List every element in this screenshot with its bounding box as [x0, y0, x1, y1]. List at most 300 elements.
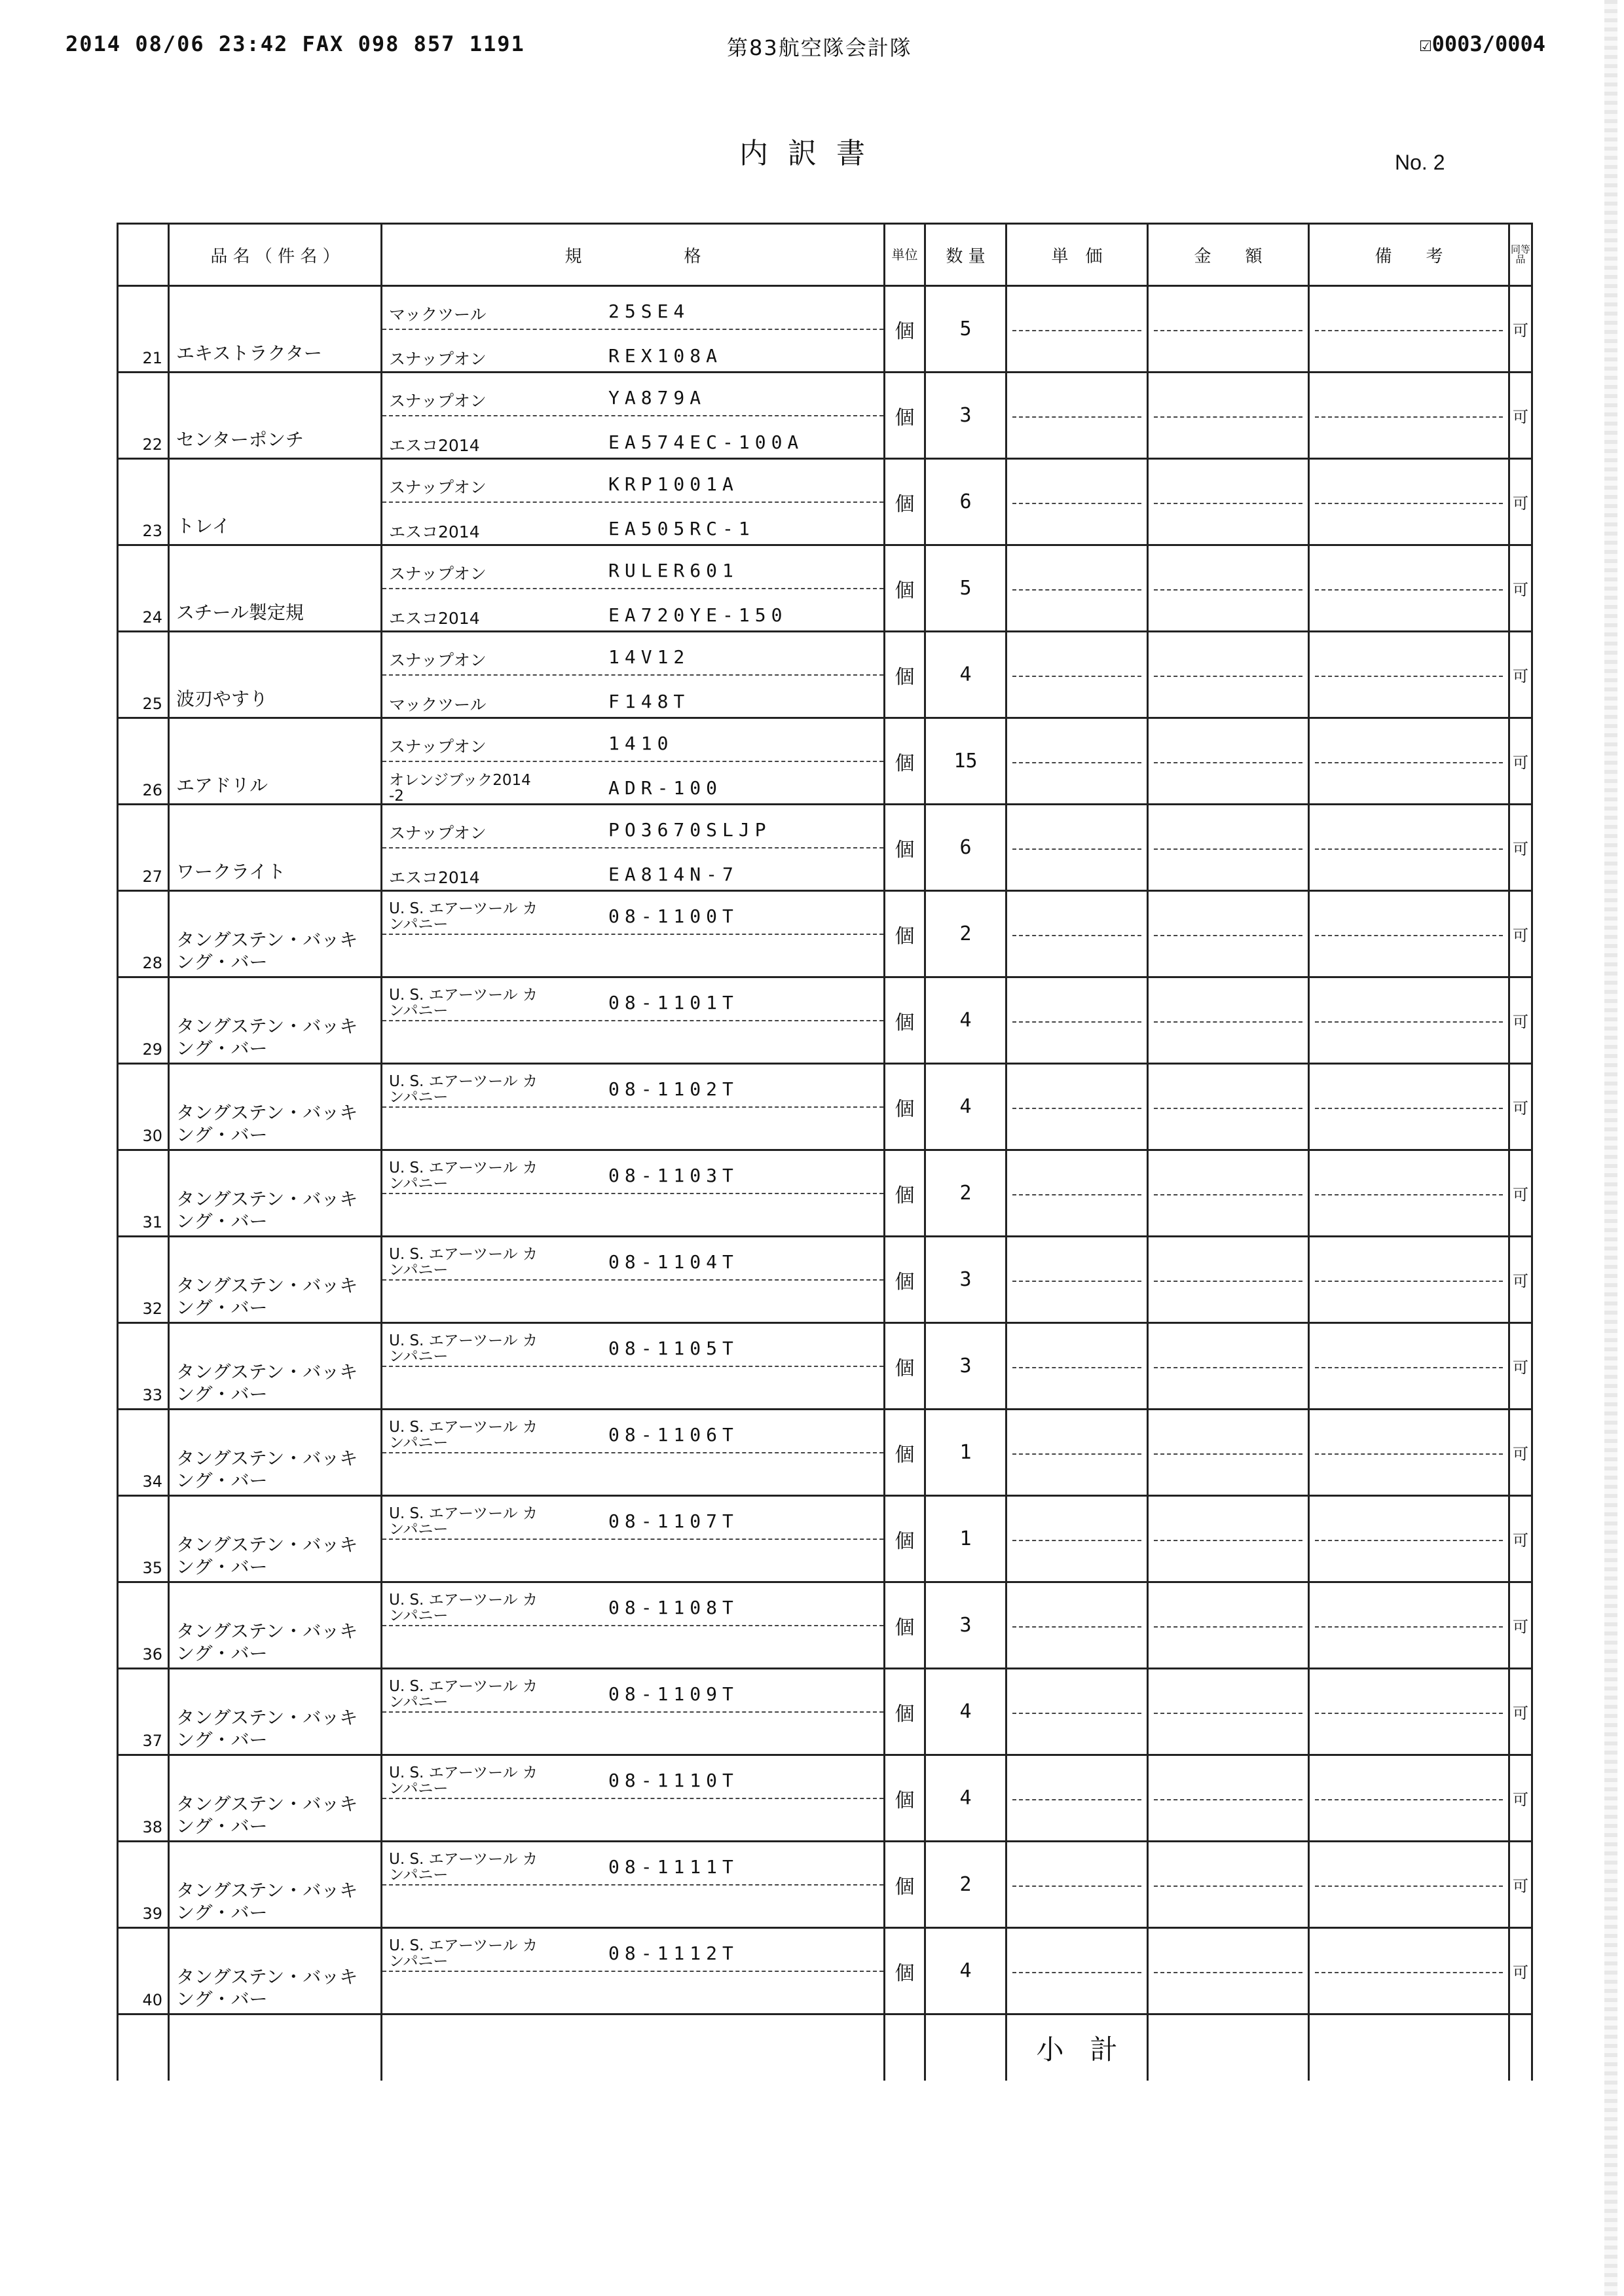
equivalent-cell — [1510, 1237, 1533, 1322]
item-name: タングステン・バッキ ング・バー — [176, 1188, 358, 1232]
row-number-cell — [119, 632, 170, 717]
unit-price-cell — [1007, 1237, 1149, 1322]
blank-entry-line — [1012, 1021, 1141, 1023]
remarks-cell — [1310, 892, 1510, 976]
spec-line-1 — [382, 1497, 883, 1540]
unit-price-cell — [1007, 1497, 1149, 1581]
spec-maker: U. S. エアーツール カ ンパニー — [389, 1505, 538, 1538]
blank-entry-line — [1154, 1281, 1302, 1282]
unit-value: 個 — [895, 492, 915, 516]
fax-header — [65, 31, 1545, 64]
quantity-value: 5 — [959, 318, 972, 340]
spec-model-number: PO3670SLJP — [608, 819, 771, 841]
equivalent-value: 可 — [1513, 408, 1528, 426]
equivalent-value: 可 — [1513, 1358, 1528, 1377]
blank-entry-line — [1012, 1626, 1141, 1628]
unit-price-cell — [1007, 1842, 1149, 1927]
quantity-value: 6 — [959, 490, 972, 513]
table-header-row — [119, 225, 1533, 287]
unit-price-cell — [1007, 1151, 1149, 1235]
spec-cell — [382, 805, 885, 890]
blank-entry-line — [1012, 330, 1141, 331]
row-number: 24 — [142, 608, 162, 627]
amount-cell — [1149, 1065, 1310, 1149]
unit-price-cell — [1007, 978, 1149, 1063]
spec-line-1 — [382, 546, 883, 589]
spec-cell — [382, 1842, 885, 1927]
equivalent-cell — [1510, 1842, 1533, 1927]
table-row — [119, 1237, 1533, 1324]
item-name-cell — [170, 1151, 382, 1235]
unit-cell — [885, 1237, 926, 1322]
amount-cell — [1149, 805, 1310, 890]
table-row — [119, 287, 1533, 373]
unit-price-cell — [1007, 805, 1149, 890]
blank-entry-line — [1315, 1626, 1503, 1628]
blank-entry-line — [1315, 1799, 1503, 1800]
item-name-cell — [170, 1842, 382, 1927]
table-row — [119, 1151, 1533, 1237]
table-body — [119, 287, 1533, 2015]
unit-price-cell — [1007, 1756, 1149, 1840]
spec-line-2 — [382, 935, 883, 978]
table-row — [119, 632, 1533, 719]
row-number: 31 — [142, 1213, 162, 1231]
spec-line-2 — [382, 1626, 883, 1669]
blank-entry-line — [1315, 762, 1503, 763]
row-number-cell — [119, 1497, 170, 1581]
blank-entry-line — [1012, 935, 1141, 936]
spec-maker: エスコ2014 — [389, 609, 480, 628]
blank-entry-line — [1315, 1281, 1503, 1282]
blank-entry-line — [1012, 416, 1141, 418]
spec-model-number: EA574EC-100A — [608, 431, 804, 453]
blank-entry-line — [1012, 1281, 1141, 1282]
unit-value: 個 — [895, 924, 915, 948]
remarks-cell — [1310, 1929, 1510, 2013]
table-row — [119, 1583, 1533, 1669]
row-number-cell — [119, 373, 170, 458]
spec-maker: スナップオン — [389, 737, 487, 756]
amount-cell — [1149, 546, 1310, 630]
amount-cell — [1149, 1583, 1310, 1667]
equivalent-value: 可 — [1513, 1013, 1528, 1031]
equivalent-value: 可 — [1513, 1963, 1528, 1982]
spec-maker: U. S. エアーツール カ ンパニー — [389, 1764, 538, 1797]
spec-line-2 — [382, 1281, 883, 1324]
spec-line-1 — [382, 460, 883, 503]
header-quantity: 数 量 — [926, 225, 1007, 285]
quantity-value: 5 — [959, 577, 972, 600]
spec-maker: U. S. エアーツール カ ンパニー — [389, 1419, 538, 1451]
item-name-cell — [170, 1583, 382, 1667]
unit-price-cell — [1007, 1929, 1149, 2013]
quantity-cell — [926, 546, 1007, 630]
remarks-cell — [1310, 1324, 1510, 1408]
unit-value: 個 — [895, 1011, 915, 1034]
item-name: タングステン・バッキ ング・バー — [176, 1275, 358, 1319]
row-number: 22 — [142, 435, 162, 454]
header-specification: 規 格 — [382, 225, 885, 285]
spec-model-number: ADR-100 — [608, 777, 723, 799]
blank-entry-line — [1154, 1713, 1302, 1714]
unit-cell — [885, 1669, 926, 1754]
blank-entry-line — [1012, 1108, 1141, 1109]
header-amount: 金 額 — [1149, 225, 1310, 285]
unit-price-cell — [1007, 1410, 1149, 1495]
row-number: 36 — [142, 1645, 162, 1664]
row-number-cell — [119, 1237, 170, 1322]
blank-entry-line — [1154, 1108, 1302, 1109]
unit-value: 個 — [895, 1961, 915, 1985]
unit-cell — [885, 805, 926, 890]
row-number-cell — [119, 719, 170, 803]
spec-maker: オレンジブック2014 -2 — [389, 772, 531, 805]
quantity-cell — [926, 719, 1007, 803]
spec-maker: U. S. エアーツール カ ンパニー — [389, 1592, 538, 1624]
spec-model-number: 1410 — [608, 733, 674, 754]
item-name: タングステン・バッキ ング・バー — [176, 1966, 358, 2010]
table-row — [119, 1065, 1533, 1151]
item-name-cell — [170, 546, 382, 630]
unit-value: 個 — [895, 1184, 915, 1207]
equivalent-value: 可 — [1513, 1531, 1528, 1550]
spec-cell — [382, 892, 885, 976]
quantity-cell — [926, 1497, 1007, 1581]
unit-cell — [885, 978, 926, 1063]
item-name-cell — [170, 805, 382, 890]
spec-cell — [382, 1756, 885, 1840]
quantity-cell — [926, 1237, 1007, 1322]
subtotal-label: 小計 — [1036, 2033, 1144, 2066]
spec-cell — [382, 1669, 885, 1754]
spec-maker: U. S. エアーツール カ ンパニー — [389, 900, 538, 933]
equivalent-cell — [1510, 1929, 1533, 2013]
blank-entry-line — [1154, 1626, 1302, 1628]
item-name: 波刃やすり — [176, 688, 268, 710]
fax-transmission-line: 2014 08/06 23:42 FAX 098 857 1191 — [65, 31, 525, 56]
row-number-cell — [119, 1065, 170, 1149]
remarks-cell — [1310, 1065, 1510, 1149]
spec-line-1 — [382, 1929, 883, 1972]
item-name-cell — [170, 1497, 382, 1581]
item-name: ワークライト — [176, 861, 286, 883]
spec-line-2 — [382, 1799, 883, 1842]
remarks-cell — [1310, 1410, 1510, 1495]
row-number: 32 — [142, 1300, 162, 1318]
table-row — [119, 1497, 1533, 1583]
blank-entry-line — [1012, 1799, 1141, 1800]
unit-cell — [885, 1842, 926, 1927]
blank-entry-line — [1315, 1453, 1503, 1455]
amount-cell — [1149, 1324, 1310, 1408]
amount-cell — [1149, 978, 1310, 1063]
spec-line-2 — [382, 1540, 883, 1583]
remarks-cell — [1310, 1756, 1510, 1840]
spec-maker: マックツール — [389, 695, 487, 714]
subtotal-amount — [1149, 2015, 1310, 2081]
spec-model-number: EA505RC-1 — [608, 518, 755, 539]
spec-model-number: 08-1110T — [608, 1770, 739, 1791]
quantity-cell — [926, 373, 1007, 458]
spec-model-number: 08-1107T — [608, 1510, 739, 1532]
equivalent-cell — [1510, 978, 1533, 1063]
amount-cell — [1149, 1756, 1310, 1840]
spec-cell — [382, 1151, 885, 1235]
quantity-cell — [926, 1756, 1007, 1840]
item-name-cell — [170, 1237, 382, 1322]
quantity-cell — [926, 1929, 1007, 2013]
row-number-cell — [119, 1410, 170, 1495]
unit-value: 個 — [895, 579, 915, 602]
unit-price-cell — [1007, 1669, 1149, 1754]
row-number-cell — [119, 1151, 170, 1235]
quantity-cell — [926, 1669, 1007, 1754]
table-row — [119, 1669, 1533, 1756]
spec-maker: U. S. エアーツール カ ンパニー — [389, 1332, 538, 1365]
remarks-cell — [1310, 1151, 1510, 1235]
spec-model-number: 08-1108T — [608, 1597, 739, 1618]
unit-value: 個 — [895, 1789, 915, 1812]
spec-cell — [382, 1237, 885, 1322]
spec-model-number: 08-1101T — [608, 992, 739, 1013]
row-number: 27 — [142, 867, 162, 886]
equivalent-cell — [1510, 460, 1533, 544]
quantity-value: 4 — [959, 1095, 972, 1118]
row-number: 30 — [142, 1127, 162, 1145]
item-name-cell — [170, 978, 382, 1063]
spec-maker: U. S. エアーツール カ ンパニー — [389, 1678, 538, 1711]
unit-value: 個 — [895, 665, 915, 689]
row-number: 40 — [142, 1991, 162, 2009]
spec-line-1 — [382, 719, 883, 762]
quantity-value: 3 — [959, 1614, 972, 1637]
equivalent-cell — [1510, 1583, 1533, 1667]
spec-maker: エスコ2014 — [389, 522, 480, 541]
unit-cell — [885, 632, 926, 717]
quantity-value: 1 — [959, 1441, 972, 1464]
table-row — [119, 373, 1533, 460]
equivalent-value: 可 — [1513, 1791, 1528, 1809]
spec-line-2 — [382, 1367, 883, 1410]
blank-entry-line — [1315, 1021, 1503, 1023]
item-name: タングステン・バッキ ング・バー — [176, 1707, 358, 1751]
quantity-value: 2 — [959, 922, 972, 945]
itemized-table — [117, 223, 1533, 2081]
item-name: タングステン・バッキ ング・バー — [176, 1880, 358, 1923]
table-row — [119, 805, 1533, 892]
quantity-value: 3 — [959, 1268, 972, 1291]
quantity-value: 6 — [959, 836, 972, 859]
row-number: 33 — [142, 1386, 162, 1404]
row-number-cell — [119, 1669, 170, 1754]
spec-maker: スナップオン — [389, 478, 487, 497]
blank-entry-line — [1154, 330, 1302, 331]
table-row — [119, 1324, 1533, 1410]
item-name-cell — [170, 287, 382, 371]
unit-cell — [885, 460, 926, 544]
blank-entry-line — [1012, 1713, 1141, 1714]
header-item-name: 品 名 （ 件 名 ） — [170, 225, 382, 285]
equivalent-cell — [1510, 1151, 1533, 1235]
unit-cell — [885, 1065, 926, 1149]
spec-maker: エスコ2014 — [389, 436, 480, 455]
spec-model-number: YA879A — [608, 387, 707, 409]
item-name-cell — [170, 1065, 382, 1149]
unit-price-cell — [1007, 460, 1149, 544]
row-number: 29 — [142, 1040, 162, 1059]
quantity-value: 15 — [953, 750, 978, 773]
spec-line-2 — [382, 1972, 883, 2015]
spec-maker: スナップオン — [389, 824, 487, 843]
equivalent-cell — [1510, 546, 1533, 630]
spec-line-2 — [382, 330, 883, 373]
row-number-cell — [119, 1324, 170, 1408]
blank-entry-line — [1154, 1453, 1302, 1455]
item-name: タングステン・バッキ ング・バー — [176, 1102, 358, 1146]
item-name-cell — [170, 1669, 382, 1754]
document-title: 内訳書 — [739, 137, 885, 170]
equivalent-cell — [1510, 1756, 1533, 1840]
item-name: エアドリル — [176, 774, 268, 796]
row-number-cell — [119, 1583, 170, 1667]
blank-entry-line — [1154, 848, 1302, 850]
item-name-cell — [170, 1929, 382, 2013]
spec-cell — [382, 1497, 885, 1581]
amount-cell — [1149, 460, 1310, 544]
equivalent-value: 可 — [1513, 494, 1528, 513]
spec-cell — [382, 1929, 885, 2013]
table-row — [119, 1756, 1533, 1842]
spec-line-1 — [382, 1756, 883, 1799]
blank-entry-line — [1154, 416, 1302, 418]
equivalent-value: 可 — [1513, 1704, 1528, 1722]
quantity-value: 1 — [959, 1527, 972, 1550]
blank-entry-line — [1154, 1367, 1302, 1368]
spec-model-number: EA720YE-150 — [608, 604, 788, 626]
unit-value: 個 — [895, 1270, 915, 1294]
equivalent-cell — [1510, 373, 1533, 458]
item-name: タングステン・バッキ ング・バー — [176, 929, 358, 973]
unit-price-cell — [1007, 1324, 1149, 1408]
row-number-cell — [119, 1929, 170, 2013]
blank-entry-line — [1012, 1453, 1141, 1455]
unit-cell — [885, 1410, 926, 1495]
spec-line-2 — [382, 1108, 883, 1151]
equivalent-value: 可 — [1513, 926, 1528, 945]
quantity-cell — [926, 1410, 1007, 1495]
remarks-cell — [1310, 1497, 1510, 1581]
blank-entry-line — [1315, 330, 1503, 331]
blank-entry-line — [1012, 676, 1141, 677]
spec-cell — [382, 978, 885, 1063]
blank-entry-line — [1012, 589, 1141, 591]
spec-cell — [382, 1583, 885, 1667]
quantity-value: 4 — [959, 1959, 972, 1982]
spec-maker: マックツール — [389, 305, 487, 324]
unit-price-cell — [1007, 1583, 1149, 1667]
blank-entry-line — [1315, 935, 1503, 936]
quantity-value: 3 — [959, 404, 972, 427]
spec-line-2 — [382, 1713, 883, 1756]
remarks-cell — [1310, 805, 1510, 890]
spec-model-number: F148T — [608, 691, 690, 712]
equivalent-cell — [1510, 1410, 1533, 1495]
quantity-value: 2 — [959, 1182, 972, 1205]
blank-entry-line — [1012, 1540, 1141, 1541]
spec-line-1 — [382, 1842, 883, 1886]
item-name-cell — [170, 1756, 382, 1840]
amount-cell — [1149, 373, 1310, 458]
amount-cell — [1149, 1669, 1310, 1754]
spec-line-1 — [382, 1065, 883, 1108]
blank-entry-line — [1012, 848, 1141, 850]
quantity-cell — [926, 805, 1007, 890]
remarks-cell — [1310, 287, 1510, 371]
equivalent-value: 可 — [1513, 1272, 1528, 1290]
item-name: タングステン・バッキ ング・バー — [176, 1793, 358, 1837]
item-name: タングステン・バッキ ング・バー — [176, 1534, 358, 1578]
unit-price-cell — [1007, 892, 1149, 976]
item-name: タングステン・バッキ ング・バー — [176, 1015, 358, 1059]
spec-model-number: 08-1112T — [608, 1942, 739, 1964]
equivalent-cell — [1510, 892, 1533, 976]
table-row — [119, 1929, 1533, 2015]
row-number-cell — [119, 805, 170, 890]
spec-model-number: 08-1104T — [608, 1251, 739, 1273]
spec-line-2 — [382, 416, 883, 460]
unit-cell — [885, 1497, 926, 1581]
unit-cell — [885, 546, 926, 630]
row-number: 39 — [142, 1904, 162, 1923]
blank-entry-line — [1315, 1194, 1503, 1195]
quantity-value: 4 — [959, 1700, 972, 1723]
item-name: センターポンチ — [176, 429, 304, 450]
quantity-cell — [926, 1151, 1007, 1235]
blank-entry-line — [1154, 676, 1302, 677]
row-number: 23 — [142, 522, 162, 540]
amount-cell — [1149, 1929, 1310, 2013]
spec-line-1 — [382, 805, 883, 848]
spec-line-1 — [382, 1583, 883, 1626]
spec-maker: U. S. エアーツール カ ンパニー — [389, 1851, 538, 1884]
unit-price-cell — [1007, 546, 1149, 630]
unit-value: 個 — [895, 319, 915, 343]
row-number-cell — [119, 892, 170, 976]
blank-entry-line — [1154, 935, 1302, 936]
blank-entry-line — [1154, 1021, 1302, 1023]
spec-cell — [382, 1324, 885, 1408]
item-name: エキストラクター — [176, 342, 322, 364]
remarks-cell — [1310, 1669, 1510, 1754]
footer-remarks — [1310, 2015, 1510, 2081]
spec-maker: U. S. エアーツール カ ンパニー — [389, 987, 538, 1019]
unit-value: 個 — [895, 1702, 915, 1726]
unit-cell — [885, 1929, 926, 2013]
footer-unit — [885, 2015, 926, 2081]
item-name-cell — [170, 719, 382, 803]
blank-entry-line — [1012, 503, 1141, 504]
spec-maker: エスコ2014 — [389, 868, 480, 887]
unit-price-cell — [1007, 373, 1149, 458]
header-number — [119, 225, 170, 285]
unit-cell — [885, 373, 926, 458]
remarks-cell — [1310, 460, 1510, 544]
equivalent-value: 可 — [1513, 581, 1528, 599]
unit-value: 個 — [895, 838, 915, 862]
item-name-cell — [170, 460, 382, 544]
spec-model-number: KRP1001A — [608, 473, 739, 495]
